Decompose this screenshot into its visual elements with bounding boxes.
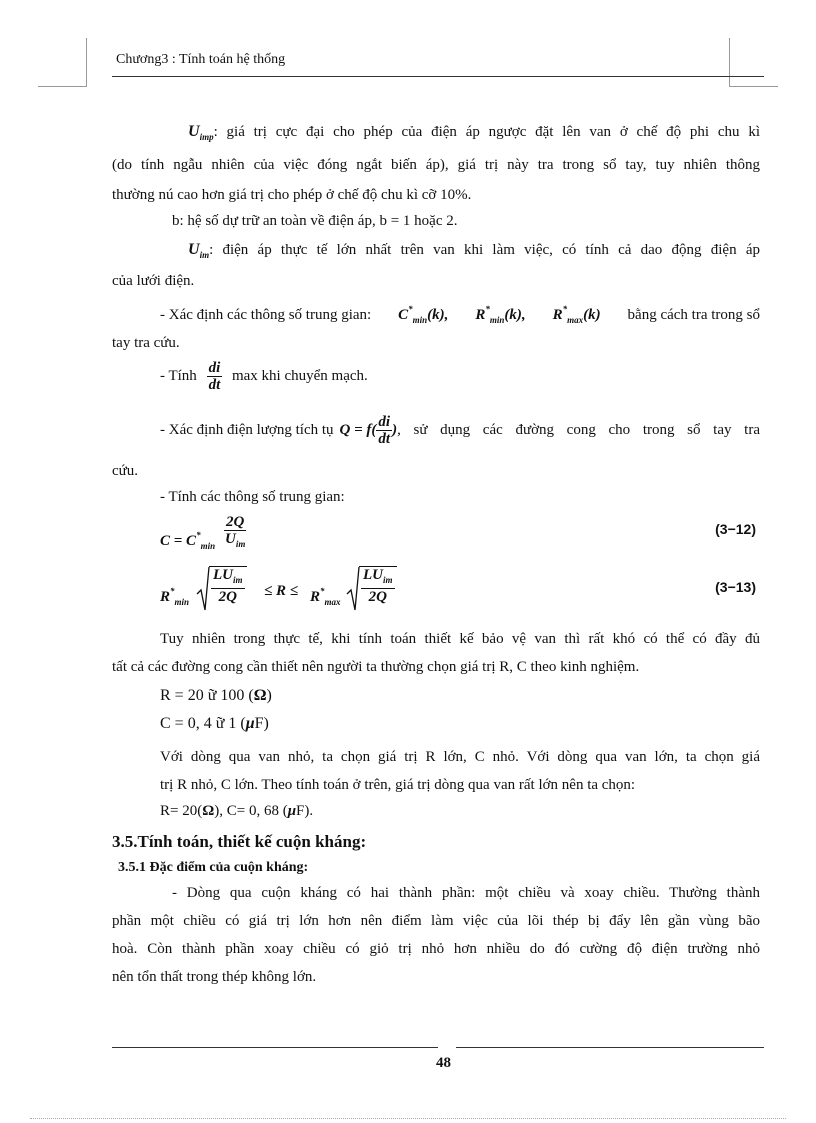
eq-lhs: $C = C^*_{min}$ xyxy=(160,530,216,551)
symbol-u: U xyxy=(188,123,200,140)
para-intermediate-params xyxy=(160,300,760,330)
para-lead: - Tính xyxy=(160,367,197,384)
equation-3-12 xyxy=(160,514,760,556)
radical-sign xyxy=(346,566,360,612)
fraction-di-dt: $\frac{di}{dt}$ xyxy=(208,360,221,393)
formula-q: Q = f( xyxy=(339,422,377,438)
formula-r-max: $R^*_{max}(k)$ xyxy=(552,304,601,325)
para-text: : điện áp thực tế lớn nhất trên van khi làm việc, có tính cả dao động điện áp xyxy=(209,242,760,258)
para-didt xyxy=(160,360,368,393)
sqrt-lu-2q-right: $LU_{im}$ 2Q xyxy=(346,566,360,618)
para-text: : giá trị cực đại cho phép của điện áp ngược đặt lên van ở chế độ phi chu kì xyxy=(213,124,760,140)
para-tail: max khi chuyển mạch. xyxy=(231,367,368,384)
para-b-coefficient: b: hệ số dự trữ an toàn về điện áp, b = 1 hoặc 2. xyxy=(172,213,458,229)
crop-mark-top-left xyxy=(38,38,87,87)
para-practice-line1: Tuy nhiên trong thực tế, khi tính toán thiết kế bảo vệ van thì rất khó có thể có đầy đủ xyxy=(160,631,760,647)
para-lead: - Xác định các thông số trung gian: xyxy=(160,307,372,323)
symbol-sub: imp xyxy=(199,132,214,142)
equation-number: (3−12) xyxy=(715,521,756,537)
fraction-2q-uim: 2Q $U_{im}$ xyxy=(224,514,246,549)
para-inductor-line3: hoà. Còn thành phần xoay chiều có giỏ trị nhỏ hơn nhiều do đó cường độ điện trường nhỏ xyxy=(112,941,760,957)
para-practice-line2: tất cả các đường cong cần thiết nên người ta thường chọn giá trị R, C theo kinh nghiệm. xyxy=(112,659,640,675)
running-header: Chương3 : Tính toán hệ thống xyxy=(116,52,286,67)
value-selected: R= 20(Ω), C= 0, 68 (μF). xyxy=(160,803,314,819)
radical-sign xyxy=(196,566,210,612)
para-choice-line2: trị R nhỏ, C lớn. Theo tính toán ở trên, giá trị dòng qua van rất lớn nên ta chọn: xyxy=(160,777,636,793)
para-uimp-line3: thường nú cao hơn giá trị cho phép ở chế độ chu kì cỡ 10%. xyxy=(112,187,472,203)
para-uimp-line2: (do tính ngẫu nhiên của việc đóng ngắt biến áp), giá trị này tra trong sổ tay, tuy nhiên thông xyxy=(112,157,760,173)
footer-rule-left xyxy=(112,1047,438,1048)
para-compute-params: - Tính các thông số trung gian: xyxy=(160,489,345,505)
eq-r-max: $R^*_{max}$ xyxy=(310,586,341,607)
crop-mark-top-right xyxy=(729,38,778,87)
para-uim-line2: của lưới điện. xyxy=(112,273,195,289)
formula-c-min: $C^*_{min}(k)$, xyxy=(398,304,449,325)
value-c-range: C = 0, 4 ữ 1 (μF) xyxy=(160,715,269,732)
eq-middle: ≤ R ≤ xyxy=(264,583,298,599)
para-charge-line2: cứu. xyxy=(112,463,139,479)
header-rule xyxy=(112,76,764,77)
para-lookup-line2: tay tra cứu. xyxy=(112,335,180,351)
value-r-range: R = 20 ữ 100 (Ω) xyxy=(160,687,272,704)
para-inductor-line2: phần một chiều có giá trị lớn hơn nên điểm làm việc của lõi thép bị đẩy lên gần vùng bão xyxy=(112,913,760,929)
symbol-u: U xyxy=(188,241,200,258)
symbol-sub: im xyxy=(199,250,210,260)
para-charge xyxy=(160,414,760,447)
para-inductor-line1: - Dòng qua cuộn kháng có hai thành phần: một chiều và xoay chiều. Thường thành xyxy=(172,885,760,901)
eq-r-min: $R^*_{min}$ xyxy=(160,586,190,607)
subsection-heading: 3.5.1 Đặc điểm của cuộn kháng: xyxy=(118,860,309,875)
formula-r-min: $R^*_{min}(k)$, xyxy=(475,304,526,325)
para-lead: - Xác định điện lượng tích tụ xyxy=(160,422,334,438)
sqrt-lu-2q-left: $LU_{im}$ 2Q xyxy=(196,566,210,618)
page-number: 48 xyxy=(436,1055,451,1071)
para-uimp-line1 xyxy=(188,122,760,147)
para-uim-line1 xyxy=(188,240,760,265)
para-tail: bằng cách tra trong sổ xyxy=(627,307,760,323)
footer-rule-right xyxy=(456,1047,764,1048)
equation-number: (3−13) xyxy=(715,579,756,595)
formula-close: ) xyxy=(392,422,398,438)
para-inductor-line4: nên tổn thất trong thép không lớn. xyxy=(112,969,317,985)
page-bottom-edge xyxy=(30,1118,786,1119)
section-heading: 3.5.Tính toán, thiết kế cuộn kháng: xyxy=(112,832,367,851)
para-choice-line1: Với dòng qua van nhỏ, ta chọn giá trị R lớn, C nhỏ. Với dòng qua van lớn, ta chọn giá xyxy=(160,749,760,765)
equation-3-13 xyxy=(160,566,760,616)
fraction-di-dt: $\frac{di}{dt}$ xyxy=(378,414,391,447)
para-tail: , sử dụng các đường cong cho trong sổ tay tra xyxy=(397,422,760,438)
